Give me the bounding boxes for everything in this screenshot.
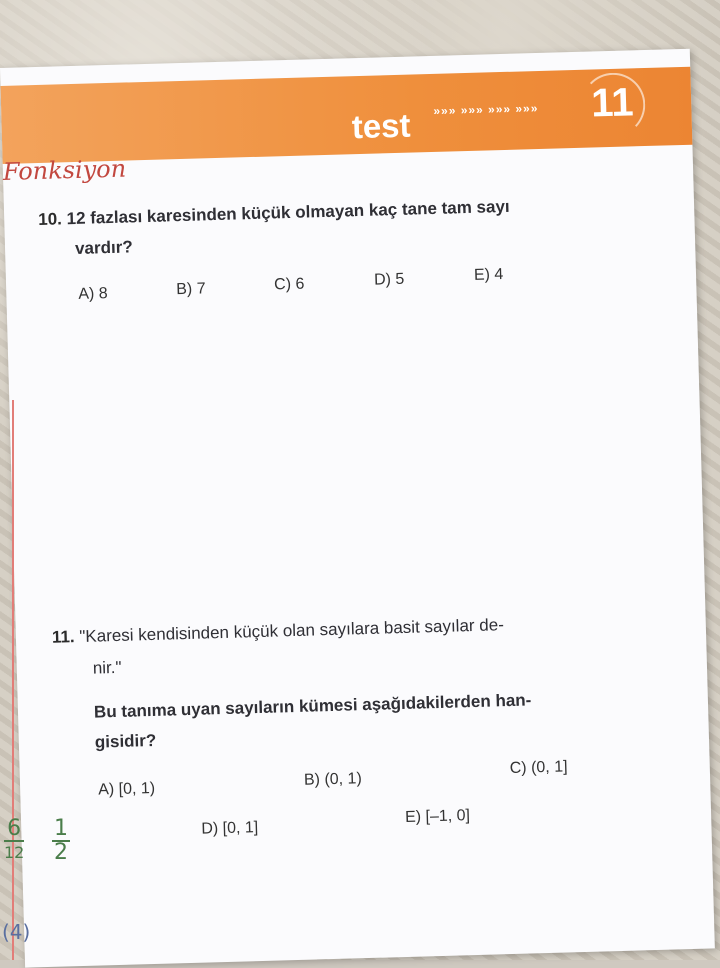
- chevron-decoration-icon: »»» »»» »»» »»»: [433, 100, 539, 118]
- fraction-1-numerator: 6: [7, 816, 22, 841]
- question-11-ask-line1: Bu tanıma uyan sayıların kümesi aşağıdakilerden han-: [93, 690, 532, 722]
- question-10-line2: vardır?: [74, 237, 133, 258]
- fraction-2-denominator: 2: [54, 840, 68, 865]
- option-10-d[interactable]: D) 5: [373, 270, 405, 289]
- question-11-ask-line2: gisidir?: [94, 730, 157, 752]
- header-band: [1, 67, 693, 164]
- option-10-c[interactable]: C) 6: [273, 275, 305, 294]
- question-11-quote-line2: nir.": [92, 657, 122, 678]
- test-number: 11: [590, 80, 635, 126]
- option-10-e[interactable]: E) 4: [473, 266, 504, 284]
- question-10-line1: [38, 192, 510, 235]
- option-11-c[interactable]: C) (0, 1]: [509, 758, 568, 778]
- question-10-number: 10.: [37, 209, 63, 229]
- option-10-b[interactable]: B) 7: [176, 280, 206, 299]
- option-10-a[interactable]: A) 8: [78, 285, 108, 303]
- question-11-number: 11.: [51, 627, 75, 647]
- fraction-1-denominator: 12: [4, 843, 25, 862]
- workbook-page: [0, 49, 715, 968]
- option-11-a[interactable]: A) [0, 1): [97, 779, 156, 799]
- option-11-d[interactable]: D) [0, 1]: [201, 819, 259, 838]
- fraction-2-numerator: 1: [54, 816, 68, 841]
- question-11-line1: [52, 610, 505, 653]
- test-label: test: [351, 106, 411, 146]
- question-10-text: 12 fazlası karesinden küçük olmayan kaç tane tam sayı: [66, 196, 510, 229]
- page-margin-line: [12, 400, 14, 960]
- handwritten-mark-bottom: (4): [2, 920, 31, 944]
- option-11-b[interactable]: B) (0, 1): [303, 770, 363, 789]
- question-11-quote-line1: "Karesi kendisinden küçük olan sayılara basit sayılar de-: [79, 615, 505, 647]
- handwritten-fraction-2: [52, 818, 70, 864]
- handwritten-fraction-1: [4, 818, 24, 864]
- handwritten-note-top: Fonksiyon: [2, 154, 127, 186]
- option-11-e[interactable]: E) [–1, 0]: [404, 807, 471, 826]
